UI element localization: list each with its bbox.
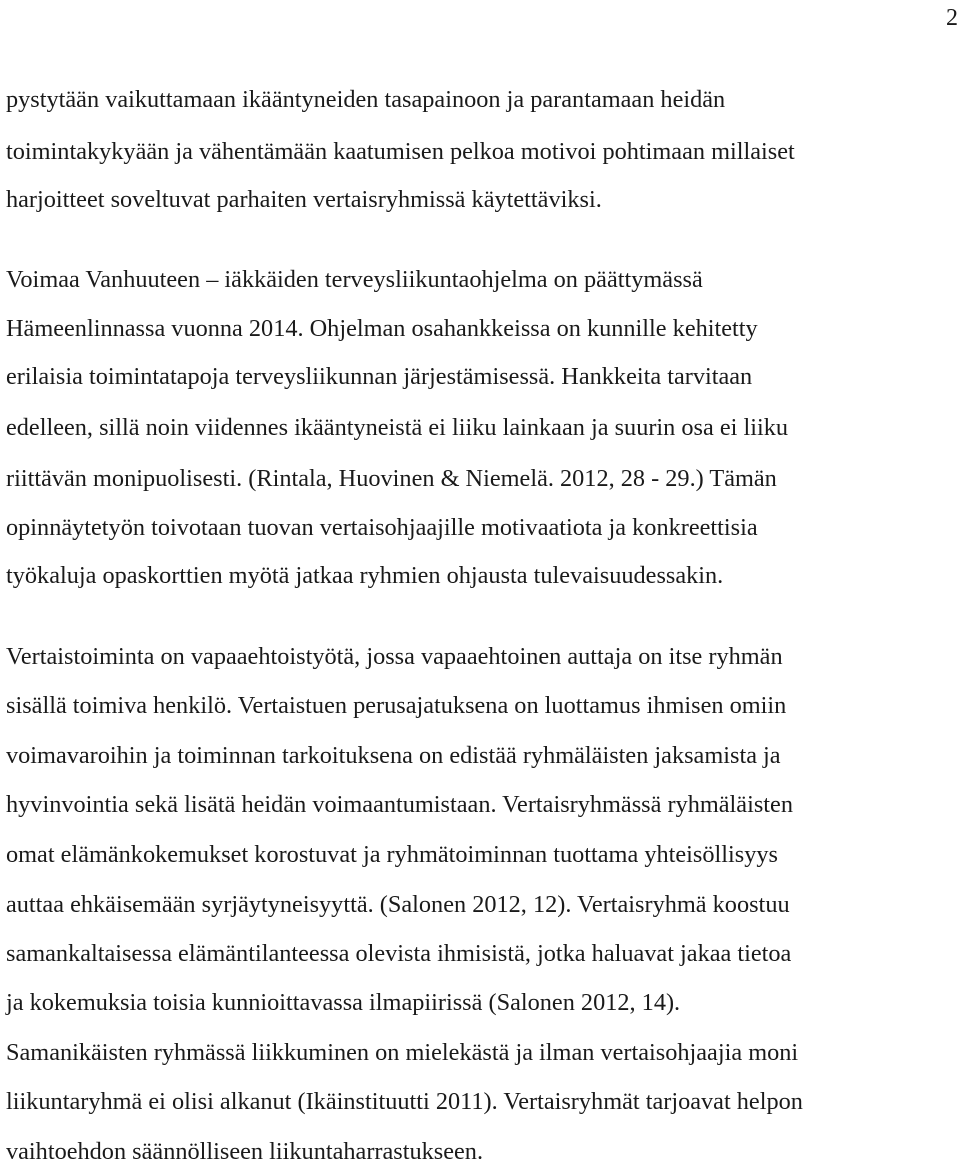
text-line: vaihtoehdon säännölliseen liikuntaharrastukseen. <box>6 1138 484 1165</box>
text-line: Samanikäisten ryhmässä liikkuminen on mielekästä ja ilman vertaisohjaajia moni <box>6 1039 799 1066</box>
text-line: Hämeenlinnassa vuonna 2014. Ohjelman osahankkeissa on kunnille kehitetty <box>6 315 758 342</box>
text-line: opinnäytetyön toivotaan tuovan vertaisohjaajille motivaatiota ja konkreettisia <box>6 514 758 541</box>
text-line: voimavaroihin ja toiminnan tarkoituksena on edistää ryhmäläisten jaksamista ja <box>6 742 781 769</box>
text-line: Voimaa Vanhuuteen – iäkkäiden terveysliikuntaohjelma on päättymässä <box>6 266 703 293</box>
text-line: auttaa ehkäisemään syrjäytyneisyyttä. (Salonen 2012, 12). Vertaisryhmä koostuu <box>6 891 790 918</box>
text-line: edelleen, sillä noin viidennes ikääntyneistä ei liiku lainkaan ja suurin osa ei liiku <box>6 414 789 441</box>
text-line: työkaluja opaskorttien myötä jatkaa ryhmien ohjausta tulevaisuudessakin. <box>6 562 724 589</box>
text-line: harjoitteet soveltuvat parhaiten vertaisryhmissä käytettäviksi. <box>6 186 602 213</box>
text-line: omat elämänkokemukset korostuvat ja ryhmätoiminnan tuottama yhteisöllisyys <box>6 841 778 868</box>
text-line: toimintakykyään ja vähentämään kaatumisen pelkoa motivoi pohtimaan millaiset <box>6 138 795 165</box>
text-line: Vertaistoiminta on vapaaehtoistyötä, jossa vapaaehtoinen auttaja on itse ryhmän <box>6 643 783 670</box>
text-line: ja kokemuksia toisia kunnioittavassa ilmapiirissä (Salonen 2012, 14). <box>6 989 681 1016</box>
text-line: riittävän monipuolisesti. (Rintala, Huovinen & Niemelä. 2012, 28 - 29.) Tämän <box>6 465 777 492</box>
text-line: pystytään vaikuttamaan ikääntyneiden tasapainoon ja parantamaan heidän <box>6 86 726 113</box>
text-line: samankaltaisessa elämäntilanteessa olevista ihmisistä, jotka haluavat jakaa tietoa <box>6 940 792 967</box>
text-line: hyvinvointia sekä lisätä heidän voimaantumistaan. Vertaisryhmässä ryhmäläisten <box>6 791 793 818</box>
text-line: erilaisia toimintatapoja terveysliikunnan järjestämisessä. Hankkeita tarvitaan <box>6 363 753 390</box>
text-line: sisällä toimiva henkilö. Vertaistuen perusajatuksena on luottamus ihmisen omiin <box>6 692 787 719</box>
page-number: 2 <box>946 5 958 31</box>
text-line: liikuntaryhmä ei olisi alkanut (Ikäinstituutti 2011). Vertaisryhmät tarjoavat helpon <box>6 1088 803 1115</box>
